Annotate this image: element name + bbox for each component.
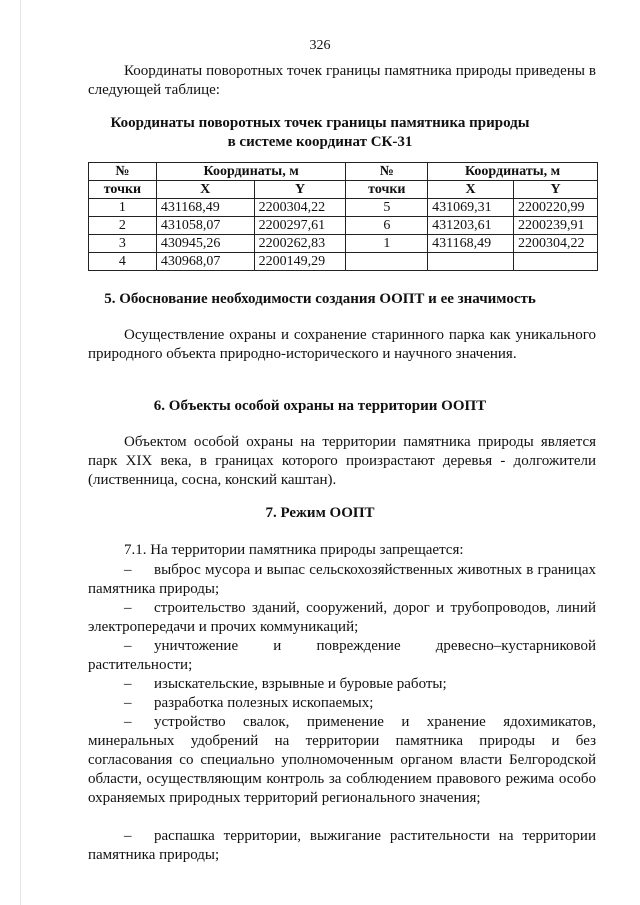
page-number: 326: [309, 38, 331, 53]
list-item: – уничтожение и повреждение древесно–кустарниковой растительности;: [88, 638, 596, 673]
cell: 2200262,83: [254, 235, 346, 253]
cell: 431069,31: [428, 199, 514, 217]
header-x-2: X: [428, 181, 514, 199]
table-title-line2: в системе координат СК-31: [227, 134, 413, 150]
cell: 2200304,22: [514, 235, 598, 253]
list-item: – выброс мусора и выпас сельскохозяйственных животных в границах памятника природы;: [88, 562, 596, 597]
header-y-1: Y: [254, 181, 346, 199]
header-point-1: точки: [89, 181, 157, 199]
table-row: [89, 217, 598, 235]
cell: [514, 253, 598, 271]
cell: 431058,07: [156, 217, 254, 235]
section-6-paragraph: Объектом особой охраны на территории памятника природы является парк XIX века, в границах которого произрастают деревья - долгожители (лиственница, сосна, конский каштан).: [88, 434, 596, 488]
cell: 2200304,22: [254, 199, 346, 217]
section-6-heading: 6. Объекты особой охраны на территории ООПТ: [153, 398, 487, 414]
cell: [346, 253, 428, 271]
header-point-2: точки: [346, 181, 428, 199]
table-row: [89, 235, 598, 253]
list-item: – устройство свалок, применение и хранение ядохимикатов, минеральных удобрений на территории памятника природы и без согласования со специально уполномоченным органом власти Белгородской области, осуществляющим контроль за соблюдением правового режима особо охраняемых природных территорий регионального значения;: [88, 714, 596, 806]
list-item: – разработка полезных ископаемых;: [124, 695, 374, 711]
cell: 2: [89, 217, 157, 235]
cell: 5: [346, 199, 428, 217]
cell: 2200297,61: [254, 217, 346, 235]
cell: 2200149,29: [254, 253, 346, 271]
table-row: [89, 199, 598, 217]
coordinates-table: [88, 162, 598, 271]
table-row: [89, 253, 598, 271]
cell: 2200239,91: [514, 217, 598, 235]
list-item: – распашка территории, выжигание растительности на территории памятника природы;: [88, 828, 596, 863]
cell: 1: [89, 199, 157, 217]
section-5-heading: 5. Обоснование необходимости создания ООПТ и ее значимость: [104, 291, 536, 307]
header-y-2: Y: [514, 181, 598, 199]
section-7-intro: 7.1. На территории памятника природы запрещается:: [124, 542, 464, 558]
cell: 431203,61: [428, 217, 514, 235]
cell: 3: [89, 235, 157, 253]
cell: 430945,26: [156, 235, 254, 253]
cell: 6: [346, 217, 428, 235]
table-title-line1: Координаты поворотных точек границы памятника природы: [110, 115, 530, 131]
cell: 2200220,99: [514, 199, 598, 217]
cell: 4: [89, 253, 157, 271]
cell: [428, 253, 514, 271]
cell: 1: [346, 235, 428, 253]
header-coords-1: Координаты, м: [156, 163, 346, 181]
list-item: – изыскательские, взрывные и буровые работы;: [124, 676, 447, 692]
intro-paragraph: Координаты поворотных точек границы памятника природы приведены в следующей таблице:: [88, 63, 596, 98]
header-x-1: X: [156, 181, 254, 199]
cell: 431168,49: [156, 199, 254, 217]
header-num-1: №: [89, 163, 157, 181]
cell: 431168,49: [428, 235, 514, 253]
header-num-2: №: [346, 163, 428, 181]
cell: 430968,07: [156, 253, 254, 271]
section-7-heading: 7. Режим ООПТ: [265, 505, 375, 521]
header-coords-2: Координаты, м: [428, 163, 598, 181]
section-5-paragraph: Осуществление охраны и сохранение старинного парка как уникального природного объекта природно-исторического и научного значения.: [88, 327, 596, 362]
list-item: – строительство зданий, сооружений, дорог и трубопроводов, линий электропередачи и прочих коммуникаций;: [88, 600, 596, 635]
